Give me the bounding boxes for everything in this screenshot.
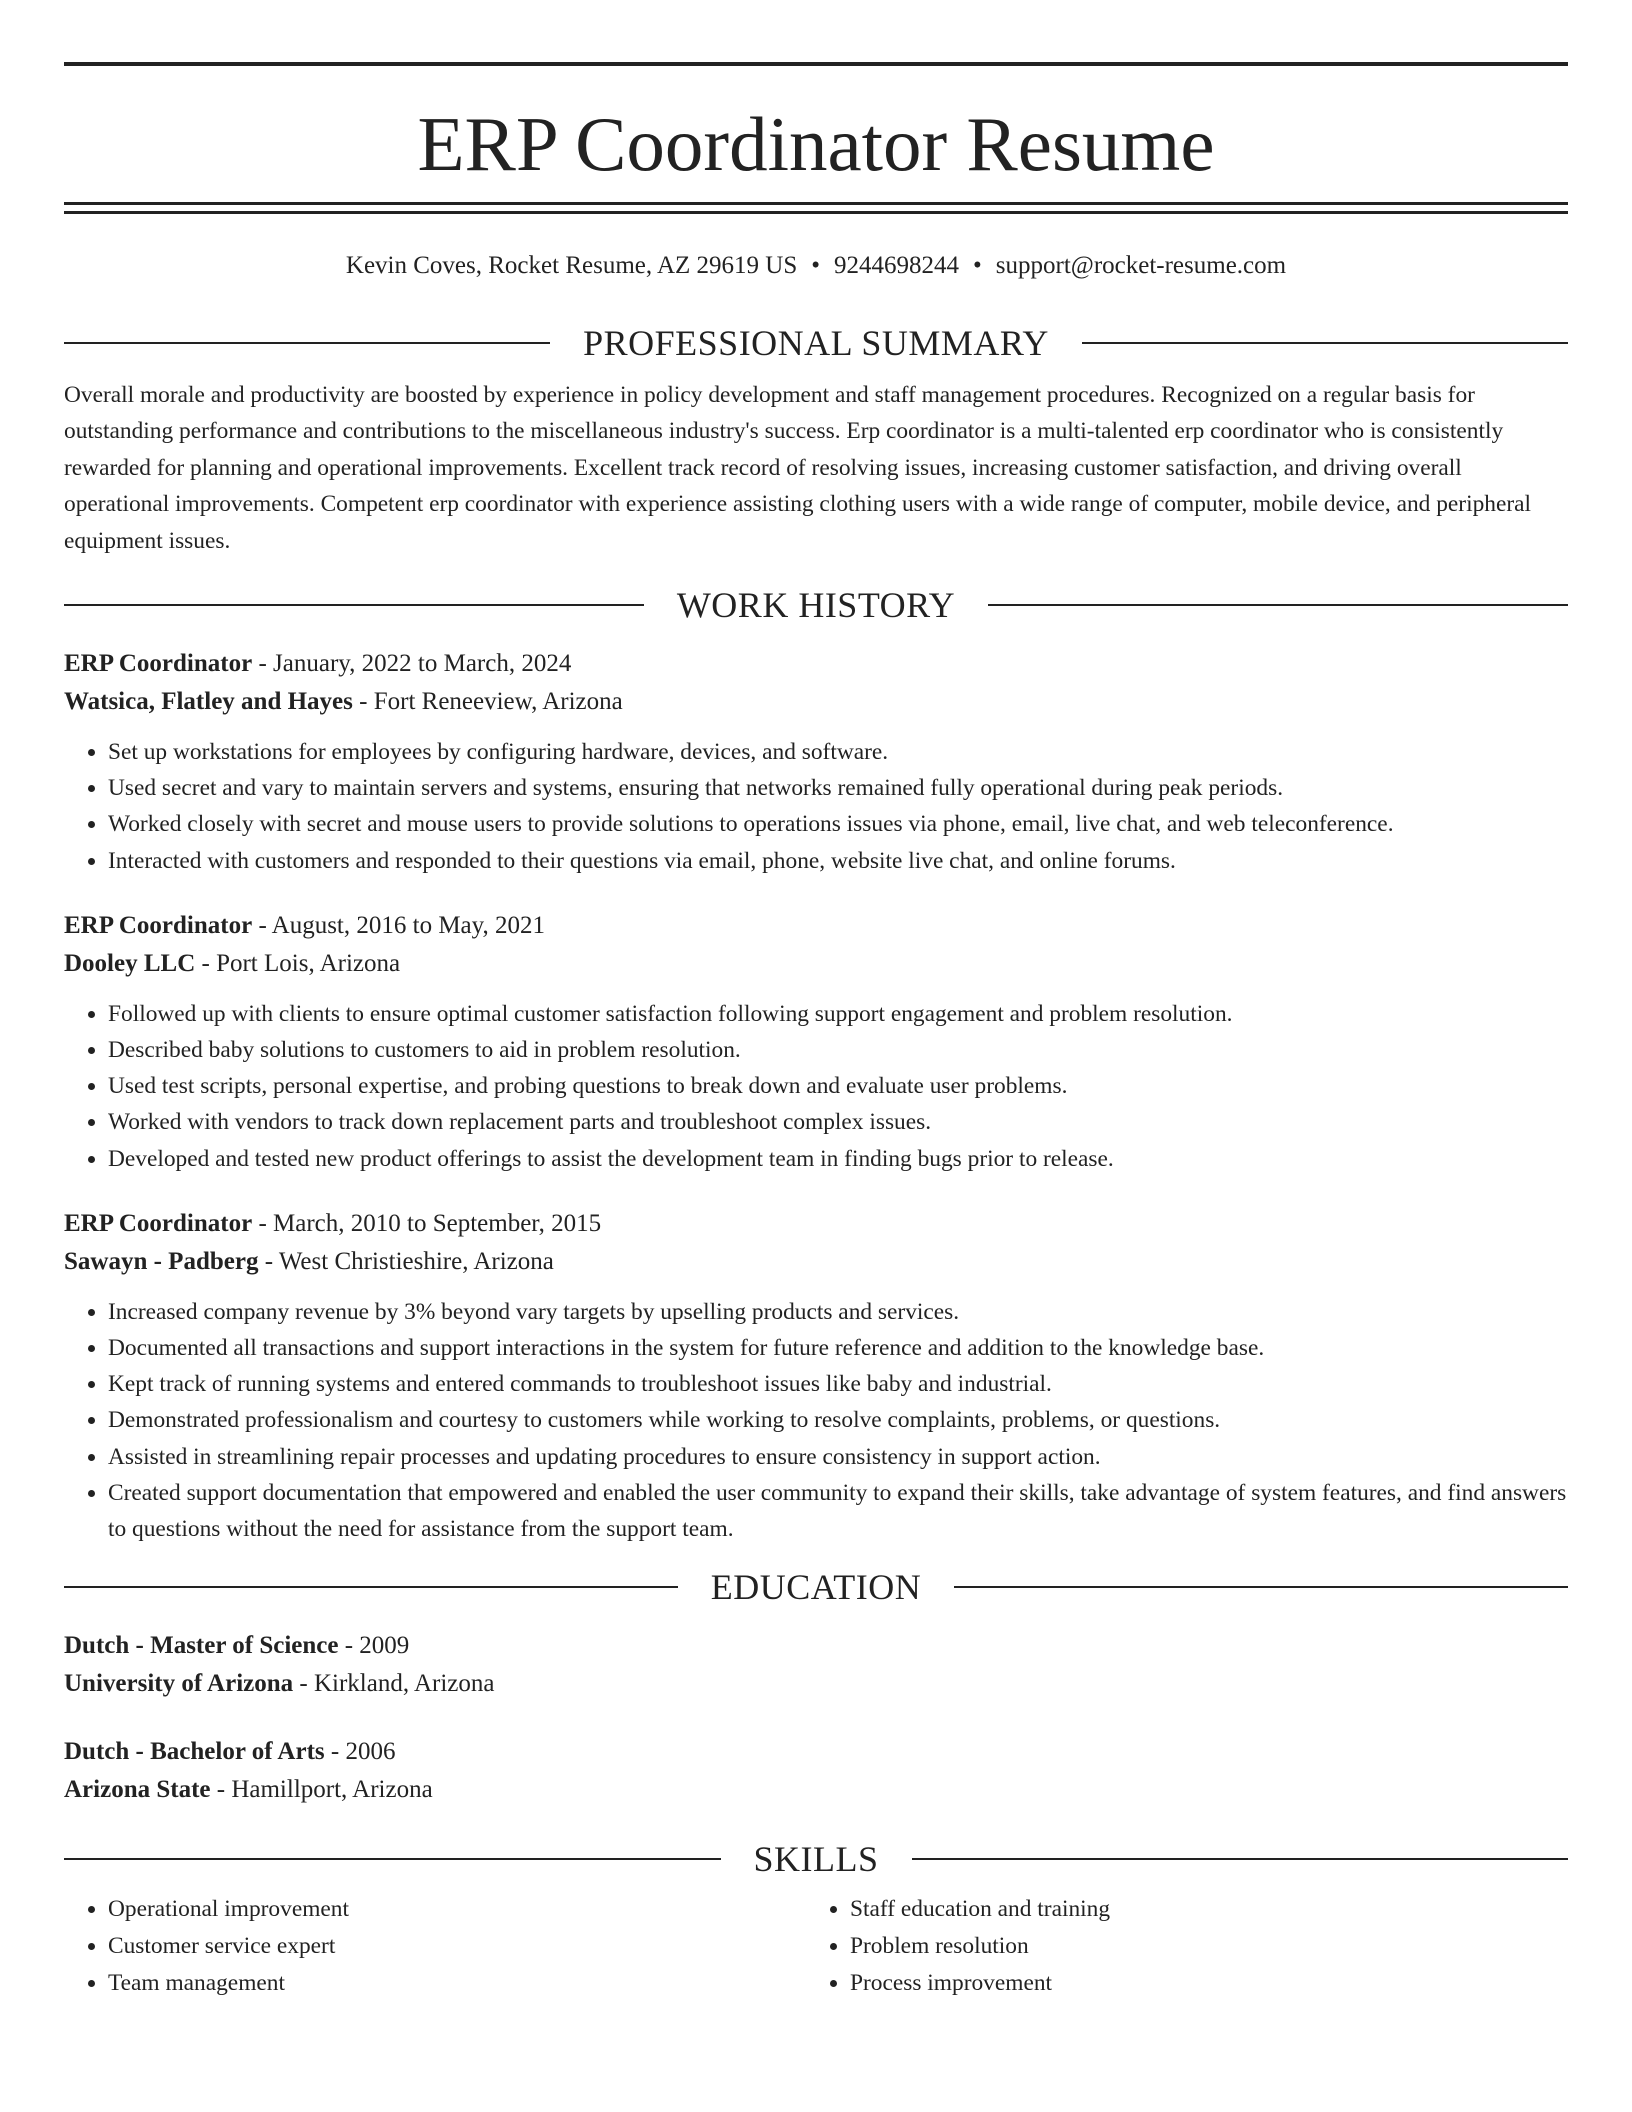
contact-address: Kevin Coves, Rocket Resume, AZ 29619 US — [345, 252, 798, 279]
job-company-line — [64, 683, 1568, 721]
job-bullets — [64, 996, 1568, 1177]
heading-rule — [912, 1858, 1569, 1860]
education-year: - 2009 — [338, 1632, 410, 1660]
heading-rule — [64, 342, 550, 344]
list-item: • Staff education and training — [850, 1891, 1548, 1928]
heading-rule — [64, 1858, 721, 1860]
job-company-line — [64, 1243, 1568, 1281]
education-heading — [64, 1567, 1568, 1607]
job-location: - West Christieshire, Arizona — [258, 1247, 554, 1275]
heading-rule — [64, 1586, 678, 1588]
job-dates: - January, 2022 to March, 2024 — [252, 650, 572, 678]
education-school-line — [64, 1665, 1568, 1703]
education-school-line — [64, 1771, 1568, 1809]
job-company: Sawayn - Padberg — [64, 1247, 259, 1275]
list-item: • Worked with vendors to track down replacement parts and troubleshoot complex issues. — [108, 1104, 1568, 1140]
contact-line — [64, 251, 1568, 281]
heading-rule — [64, 604, 644, 606]
page-title: ERP Coordinator Resume — [417, 101, 1215, 187]
education-degree: Dutch - Master of Science — [64, 1632, 339, 1660]
skills-list — [64, 1891, 1568, 2002]
list-item: • Operational improvement — [108, 1891, 806, 1928]
job-entry — [64, 907, 1568, 1177]
education-entry — [64, 1627, 1568, 1703]
job-title-line — [64, 645, 1568, 683]
education-school: Arizona State — [64, 1776, 211, 1804]
job-location: - Port Lois, Arizona — [195, 949, 401, 977]
education-list — [64, 1627, 1568, 1809]
job-title: ERP Coordinator — [64, 650, 253, 678]
job-title: ERP Coordinator — [64, 1209, 253, 1237]
list-item: • Followed up with clients to ensure optimal customer satisfaction following support engagement and problem resolution. — [108, 996, 1568, 1032]
job-entry — [64, 1205, 1568, 1547]
top-rule — [64, 62, 1568, 66]
list-item: • Used test scripts, personal expertise, and probing questions to break down and evaluate user problems. — [108, 1068, 1568, 1104]
contact-phone: 9244698244 — [834, 252, 960, 279]
skills-heading-label: SKILLS — [753, 1839, 879, 1880]
education-degree-line — [64, 1733, 1568, 1771]
list-item: • Worked closely with secret and mouse users to provide solutions to operations issues via phone, email, live chat, and web teleconference. — [108, 806, 1568, 842]
summary-text: Overall morale and productivity are boosted by experience in policy development and staff management procedures. Recognized on a regular basis for outstanding performance and contributions to the miscellaneous industry's success. Erp coordinator is a multi-talented erp coordinator who is consistently rewarded for planning and operational improvements. Excellent track record of resolving issues, increasing customer satisfaction, and driving overall operational improvements. Competent erp coordinator with experience assisting clothing users with a wide range of computer, mobile device, and peripheral equipment issues. — [64, 382, 1532, 554]
list-item: • Created support documentation that empowered and enabled the user community to expand their skills, take advantage of system features, and find answers to questions without the need for assistance from the support team. — [108, 1475, 1568, 1547]
job-bullets — [64, 1294, 1568, 1547]
list-item: • Team management — [108, 1965, 806, 2002]
job-company: Dooley LLC — [64, 949, 196, 977]
job-company: Watsica, Flatley and Hayes — [64, 688, 353, 716]
list-item: • Increased company revenue by 3% beyond vary targets by upselling products and services. — [108, 1294, 1568, 1330]
list-item: • Documented all transactions and support interactions in the system for future reference and addition to the knowledge base. — [108, 1330, 1568, 1366]
education-degree-line — [64, 1627, 1568, 1665]
job-title-line — [64, 1205, 1568, 1243]
education-location: - Hamillport, Arizona — [210, 1776, 433, 1804]
summary-heading-label: PROFESSIONAL SUMMARY — [583, 323, 1049, 363]
heading-rule — [988, 604, 1568, 606]
list-item: • Kept track of running systems and entered commands to troubleshoot issues like baby and industrial. — [108, 1366, 1568, 1402]
contact-email: support@rocket-resume.com — [995, 252, 1287, 279]
education-location: - Kirkland, Arizona — [293, 1670, 495, 1698]
job-dates: - March, 2010 to September, 2015 — [252, 1209, 602, 1237]
education-degree: Dutch - Bachelor of Arts — [64, 1738, 325, 1766]
education-year: - 2006 — [324, 1738, 396, 1766]
education-entry — [64, 1733, 1568, 1809]
job-title-line — [64, 907, 1568, 945]
job-location: - Fort Reneeview, Arizona — [352, 688, 623, 716]
list-item: • Interacted with customers and responded to their questions via email, phone, website live chat, and online forums. — [108, 843, 1568, 879]
list-item: • Process improvement — [850, 1965, 1548, 2002]
work-history-heading-label: WORK HISTORY — [676, 585, 956, 626]
job-company-line — [64, 945, 1568, 983]
heading-rule — [1082, 342, 1568, 344]
summary-heading — [64, 323, 1568, 363]
work-history-heading — [64, 585, 1568, 625]
list-item: • Assisted in streamlining repair processes and updating procedures to ensure consistency in support action. — [108, 1439, 1568, 1475]
heading-rule — [954, 1586, 1568, 1588]
job-bullets — [64, 734, 1568, 879]
education-heading-label: EDUCATION — [710, 1567, 922, 1608]
work-history-list — [64, 645, 1568, 1547]
list-item: • Developed and tested new product offerings to assist the development team in finding bugs prior to release. — [108, 1141, 1568, 1177]
skills-column-left — [64, 1891, 806, 2002]
job-title: ERP Coordinator — [64, 911, 253, 939]
skills-heading — [64, 1839, 1568, 1879]
list-item: • Described baby solutions to customers to aid in problem resolution. — [108, 1032, 1568, 1068]
list-item: • Customer service expert — [108, 1928, 806, 1965]
skills-column-right — [806, 1891, 1548, 2002]
education-school: University of Arizona — [64, 1670, 294, 1698]
list-item: • Problem resolution — [850, 1928, 1548, 1965]
job-dates: - August, 2016 to May, 2021 — [252, 911, 546, 939]
job-entry — [64, 645, 1568, 879]
list-item: • Used secret and vary to maintain servers and systems, ensuring that networks remained fully operational during peak periods. — [108, 770, 1568, 806]
list-item: • Demonstrated professionalism and courtesy to customers while working to resolve complaints, problems, or questions. — [108, 1402, 1568, 1438]
contact-separator: • — [811, 252, 821, 279]
title-double-rule — [64, 202, 1568, 214]
contact-separator: • — [973, 252, 982, 279]
list-item: • Set up workstations for employees by configuring hardware, devices, and software. — [108, 734, 1568, 770]
